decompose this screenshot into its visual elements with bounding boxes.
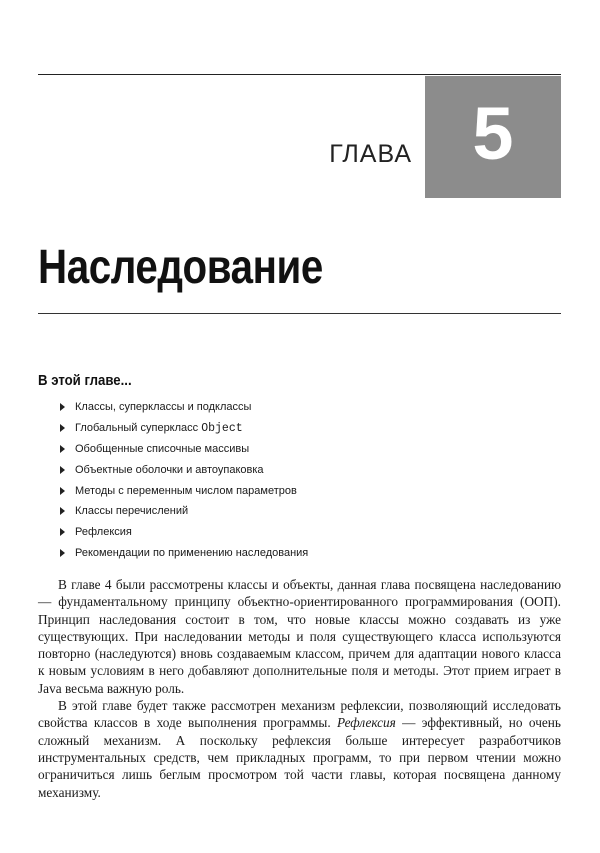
list-item-text: Объектные оболочки и автоупаковка (75, 463, 264, 476)
list-item-text: Классы, суперклассы и подклассы (75, 401, 252, 414)
triangle-bullet-icon (60, 424, 65, 432)
list-item-text: Глобальный суперкласс (75, 422, 202, 435)
list-item-text: Классы перечислений (75, 505, 189, 518)
list-item (60, 480, 308, 501)
list-item-text: Обобщенные списочные массивы (75, 442, 250, 455)
list-item (60, 459, 308, 480)
list-item (60, 418, 308, 439)
paragraph-text: — эффективный, но очень сложный механизм. А поскольку рефлексия больше интересует разработчиков инструментальных средств, чем прикладных программ, то при первом чтении можно ограничиться лишь беглым просмотром той части главы, которая посвящена данному механизму. (38, 715, 561, 800)
paragraph-reflection (38, 697, 561, 801)
chapter-label: ГЛАВА (329, 140, 412, 168)
topic-list (60, 397, 308, 563)
chapter-title: Наследование (38, 241, 323, 294)
triangle-bullet-icon (60, 507, 65, 515)
title-rule (38, 313, 561, 314)
list-item (60, 501, 308, 522)
triangle-bullet-icon (60, 466, 65, 474)
list-item-text: Рефлексия (75, 526, 132, 539)
list-item (60, 397, 308, 418)
list-item-text: Рекомендации по применению наследования (75, 546, 309, 559)
triangle-bullet-icon (60, 487, 65, 495)
triangle-bullet-icon (60, 445, 65, 453)
list-item (60, 543, 308, 564)
list-item-code: Object (201, 421, 243, 435)
triangle-bullet-icon (60, 528, 65, 536)
list-item-text: Методы с переменным числом параметров (75, 484, 297, 497)
emphasized-term: Рефлексия (337, 715, 396, 731)
list-item (60, 522, 308, 543)
triangle-bullet-icon (60, 403, 65, 411)
in-this-chapter-heading: В этой главе... (38, 372, 132, 389)
list-item (60, 439, 308, 460)
top-rule (38, 74, 561, 75)
paragraph-intro: В главе 4 были рассмотрены классы и объекты, данная глава посвящена наследованию — фундаментальному принципу объектно-ориентированного программирования (ООП). Принцип наследования состоит в том, что новые классы можно создавать из уже существующих. При наследовании методы и поля существующего класса используются повторно (наследуются) вновь создаваемым классом, причем для адаптации нового класса к новым условиям в него добавляют дополнительные поля и методы. Этот прием играет в Java весьма важную роль. (38, 577, 561, 696)
triangle-bullet-icon (60, 549, 65, 557)
paragraph-text: В этой главе будет также рассмотрен механизм рефлексии, позволяющий исследовать свойства классов в ходе выполнения программы. (38, 698, 561, 731)
chapter-number-box (425, 76, 561, 198)
chapter-number: 5 (472, 91, 514, 175)
body-text (38, 576, 561, 801)
